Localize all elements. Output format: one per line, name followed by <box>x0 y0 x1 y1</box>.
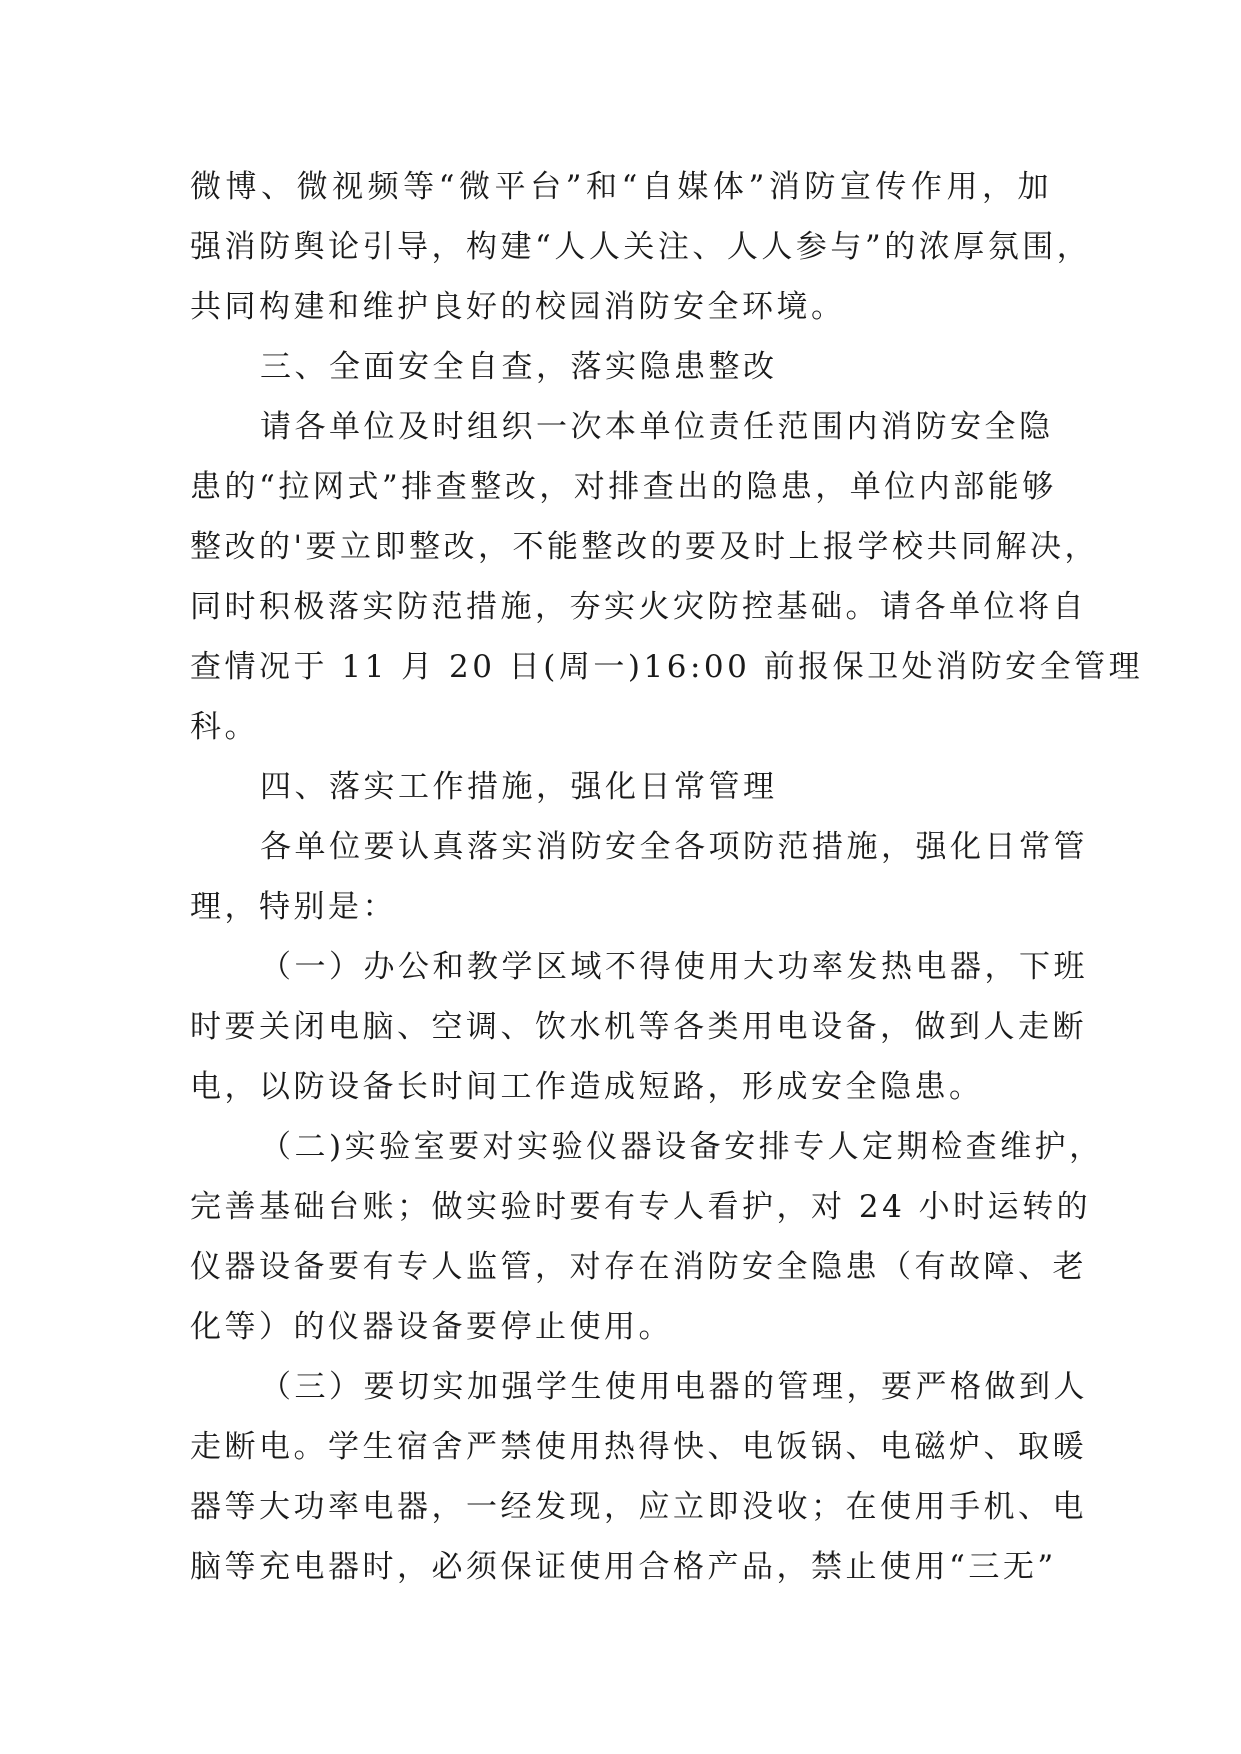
text-line: 电，以防设备长时间工作造成短路，形成安全隐患。 <box>190 1069 984 1105</box>
text-line: 仪器设备要有专人监管，对存在消防安全隐患（有故障、老 <box>190 1249 1087 1285</box>
text-line: 微博、微视频等“微平台”和“自媒体”消防宣传作用，加 <box>190 169 1052 205</box>
text-line: 走断电。学生宿舍严禁使用热得快、电饭锅、电磁炉、取暖 <box>190 1429 1087 1465</box>
text-line: （一）办公和教学区域不得使用大功率发热电器，下班 <box>260 949 1088 985</box>
text-line: 共同构建和维护良好的校园消防安全环境。 <box>190 289 846 325</box>
text-line: 各单位要认真落实消防安全各项防范措施，强化日常管 <box>260 829 1088 865</box>
text-line: 理，特别是： <box>190 889 397 925</box>
text-line: 强消防舆论引导，构建“人人关注、人人参与”的浓厚氛围， <box>190 229 1092 265</box>
text-line: 同时积极落实防范措施，夯实火灾防控基础。请各单位将自 <box>190 589 1087 625</box>
text-line: 完善基础台账；做实验时要有专人看护，对 24 小时运转的 <box>190 1189 1092 1225</box>
text-line: （二)实验室要对实验仪器设备安排专人定期检查维护， <box>260 1129 1104 1165</box>
text-line: 请各单位及时组织一次本单位责任范围内消防安全隐 <box>260 409 1054 445</box>
text-line: 化等）的仪器设备要停止使用。 <box>190 1309 673 1345</box>
section-heading-4: 四、落实工作措施，强化日常管理 <box>260 769 778 805</box>
text-line: 时要关闭电脑、空调、饮水机等各类用电设备，做到人走断 <box>190 1009 1087 1045</box>
text-line: 查情况于 11 月 20 日(周一)16:00 前报保卫处消防安全管理 <box>190 649 1144 685</box>
text-line: 器等大功率电器，一经发现，应立即没收；在使用手机、电 <box>190 1489 1087 1525</box>
section-heading-3: 三、全面安全自查，落实隐患整改 <box>260 349 778 385</box>
text-line: （三）要切实加强学生使用电器的管理，要严格做到人 <box>260 1369 1088 1405</box>
text-line: 科。 <box>190 709 259 745</box>
document-body <box>190 157 1144 1597</box>
text-line: 整改的'要立即整改，不能整改的要及时上报学校共同解决， <box>190 529 1100 565</box>
text-line: 患的“拉网式”排查整改，对排查出的隐患，单位内部能够 <box>190 469 1057 505</box>
text-line: 脑等充电器时，必须保证使用合格产品，禁止使用“三无” <box>190 1549 1057 1585</box>
